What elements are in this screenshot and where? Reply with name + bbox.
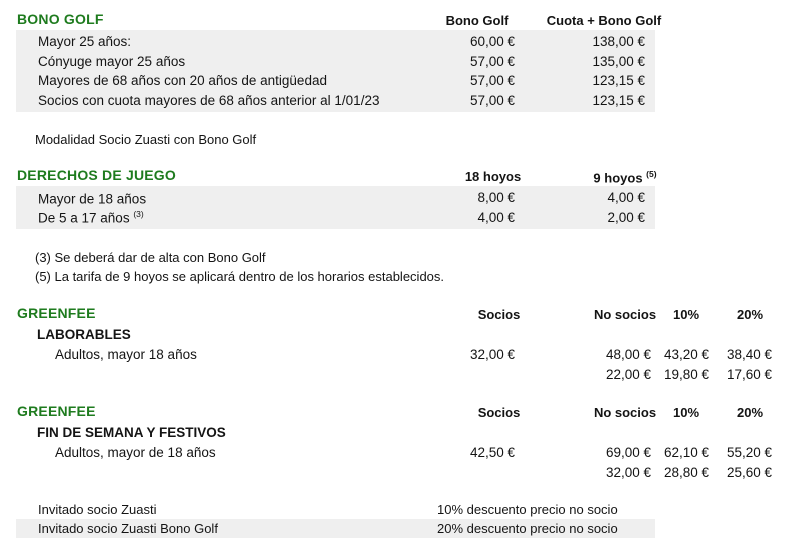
table-row <box>16 71 655 91</box>
price-no-socios: 22,00 € <box>605 366 651 382</box>
price-9-hoyos: 4,00 € <box>607 190 645 206</box>
bono-golf-header-row <box>0 10 800 30</box>
price-socios: 32,00 € <box>469 346 515 362</box>
price-20pct: 17,60 € <box>726 366 772 382</box>
price-20pct: 55,20 € <box>726 444 772 460</box>
table-row <box>16 188 655 208</box>
cuota-bono-golf-price: 138,00 € <box>592 34 645 50</box>
row-label <box>16 190 405 207</box>
col-header-cuota-bono-golf: Cuota + Bono Golf <box>546 13 662 28</box>
col-header-no-socios: No socios <box>593 405 657 421</box>
footnotes <box>0 248 800 286</box>
col-header-socios: Socios <box>477 405 521 421</box>
discount-value: 20% descuento precio no socio <box>437 521 618 537</box>
col-header-20pct: 20% <box>736 405 764 421</box>
footnote-3: (3) Se deberá dar de alta con Bono Golf <box>35 250 266 265</box>
table-row <box>16 462 772 482</box>
row-label-text: De 5 a 17 años <box>38 210 130 226</box>
table-row <box>16 52 655 72</box>
price-no-socios: 69,00 € <box>605 444 651 460</box>
footnote-marker-5: (5) <box>646 169 657 179</box>
greenfee-laborables-subtitle: LABORABLES <box>37 326 131 342</box>
row-label: Invitado socio Zuasti Bono Golf <box>38 521 218 537</box>
modalidad-note: Modalidad Socio Zuasti con Bono Golf <box>35 132 257 147</box>
cuota-bono-golf-price: 123,15 € <box>592 73 645 89</box>
col-header-no-socios: No socios <box>593 307 657 323</box>
greenfee-festivos-header-row <box>0 402 800 422</box>
row-label-text: Mayor de 18 años <box>38 191 147 206</box>
footnote-marker-3: (3) <box>133 209 144 219</box>
col-header-20pct: 20% <box>736 307 764 323</box>
footnote-5: (5) La tarifa de 9 hoyos se aplicará dentro de los horarios establecidos. <box>35 269 445 285</box>
col-header-10pct: 10% <box>672 405 700 421</box>
greenfee-title: GREENFEE <box>17 305 96 322</box>
col-header-10pct: 10% <box>672 307 700 323</box>
cuota-bono-golf-price: 123,15 € <box>592 92 645 108</box>
bono-golf-price: 60,00 € <box>469 34 515 50</box>
table-row <box>16 208 655 228</box>
price-10pct: 19,80 € <box>663 366 709 382</box>
greenfee-title: GREENFEE <box>17 403 96 420</box>
table-row <box>16 519 655 539</box>
col-header-9-hoyos-text: 9 hoyos <box>593 170 643 186</box>
price-10pct: 62,10 € <box>663 444 709 460</box>
price-20pct: 38,40 € <box>726 346 772 362</box>
derechos-title: DERECHOS DE JUEGO <box>17 167 176 183</box>
greenfee-laborables-header-row <box>0 304 800 324</box>
greenfee-festivos-subtitle: FIN DE SEMANA Y FESTIVOS <box>37 424 226 440</box>
table-row <box>16 364 772 384</box>
col-header-18-hoyos: 18 hoyos <box>464 169 522 184</box>
bono-golf-price: 57,00 € <box>469 53 515 69</box>
price-9-hoyos: 2,00 € <box>607 209 645 225</box>
derechos-table <box>16 186 655 229</box>
price-10pct: 43,20 € <box>663 346 709 362</box>
table-row <box>16 344 772 364</box>
col-header-9-hoyos <box>593 169 656 185</box>
table-row <box>16 499 655 519</box>
bono-golf-price: 57,00 € <box>469 73 515 89</box>
price-20pct: 25,60 € <box>726 464 772 480</box>
row-label: Invitado socio Zuasti <box>38 501 157 517</box>
price-socios: 42,50 € <box>469 444 515 460</box>
price-10pct: 28,80 € <box>663 464 709 480</box>
row-label: Mayores de 68 años con 20 años de antigüedad <box>38 73 327 89</box>
bono-golf-price: 57,00 € <box>469 92 515 108</box>
cuota-bono-golf-price: 135,00 € <box>592 53 645 69</box>
row-label: Adultos, mayor 18 años <box>55 346 197 362</box>
price-no-socios: 32,00 € <box>605 464 651 480</box>
price-no-socios: 48,00 € <box>605 346 651 362</box>
price-18-hoyos: 8,00 € <box>477 190 515 206</box>
row-label: Cónyuge mayor 25 años <box>38 53 186 69</box>
price-18-hoyos: 4,00 € <box>477 209 515 225</box>
col-header-socios: Socios <box>477 307 521 323</box>
row-label: Socios con cuota mayores de 68 años anterior al 1/01/23 <box>38 92 380 108</box>
row-label <box>16 209 405 226</box>
table-row <box>16 32 655 52</box>
bono-golf-table <box>16 30 655 112</box>
col-header-bono-golf: Bono Golf <box>445 13 509 28</box>
row-label: Adultos, mayor de 18 años <box>55 444 216 460</box>
table-row <box>16 91 655 111</box>
derechos-header-row <box>0 166 800 186</box>
row-label: Mayor 25 años: <box>38 34 132 50</box>
discount-value: 10% descuento precio no socio <box>437 501 618 517</box>
table-row <box>16 442 772 462</box>
bono-golf-title: BONO GOLF <box>17 11 104 27</box>
